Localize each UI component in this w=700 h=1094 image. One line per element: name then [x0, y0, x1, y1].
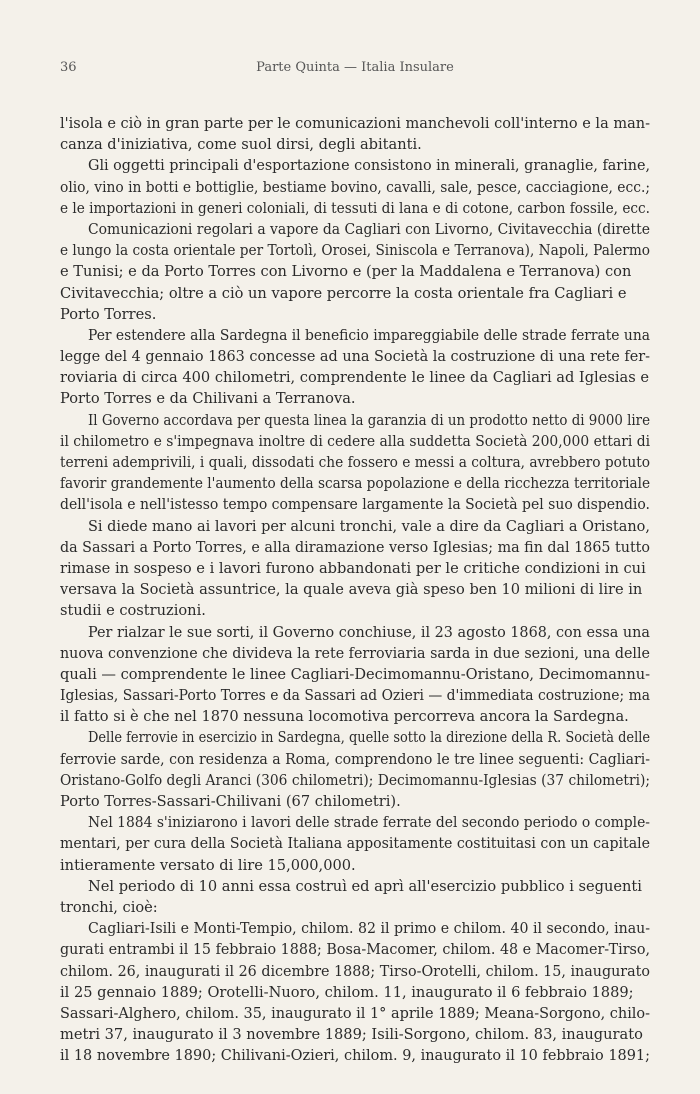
text-line: studii e costruzioni. — [60, 602, 206, 620]
text-line: Gli oggetti principali d'esportazione consistono in minerali, granaglie, farine, — [88, 157, 650, 175]
text-line: da Sassari a Porto Torres, e alla diramazione verso Iglesias; ma fin dal 1865 tutto — [60, 538, 650, 556]
running-head: Parte Quinta — Italia Insulare — [256, 60, 454, 75]
text-line: il chilometro e s'impegnava inoltre di cedere alla suddetta Società 200,000 ettari di — [60, 432, 650, 450]
text-line: Nel 1884 s'iniziarono i lavori delle strade ferrate del secondo periodo o comple- — [88, 814, 650, 832]
text-line: Il Governo accordava per questa linea la garanzia di un prodotto netto di 9000 lire — [88, 411, 650, 429]
text-line: dell'isola e nell'istesso tempo compensare largamente la Società pel suo dispendio. — [60, 496, 650, 514]
text-line: Civitavecchia; oltre a ciò un vapore percorre la costa orientale fra Cagliari e — [60, 284, 627, 302]
text-line: Nel periodo di 10 anni essa costruì ed aprì all'esercizio pubblico i seguenti — [88, 877, 642, 895]
text-line: chilom. 26, inaugurati il 26 dicembre 1888; Tirso-Orotelli, chilom. 15, inaugurato — [60, 962, 650, 980]
text-line: il 25 gennaio 1889; Orotelli-Nuoro, chilom. 11, inaugurato il 6 febbraio 1889; — [60, 983, 634, 1001]
text-line: Porto Torres. — [60, 305, 157, 323]
text-line: il fatto si è che nel 1870 nessuna locomotiva percorreva ancora la Sardegna. — [60, 708, 629, 726]
text-line: il 18 novembre 1890; Chilivani-Ozieri, chilom. 9, inaugurato il 10 febbraio 1891; — [60, 1047, 650, 1065]
text-line: Porto Torres e da Chilivani a Terranova. — [60, 390, 356, 408]
text-line: tronchi, cioè: — [60, 898, 158, 916]
text-line: e le importazioni in generi coloniali, di tessuti di lana e di cotone, carbon fossile, ecc. — [60, 199, 650, 217]
text-line: Per estendere alla Sardegna il beneficio impareggiabile delle strade ferrate una — [88, 326, 650, 344]
text-line: Comunicazioni regolari a vapore da Cagliari con Livorno, Civitavecchia (dirette — [88, 220, 650, 238]
text-line: Porto Torres-Sassari-Chilivani (67 chilometri). — [60, 793, 401, 810]
text-line: intieramente versato di lire 15,000,000. — [60, 856, 356, 874]
page-number: 36 — [60, 60, 77, 75]
text-line: e lungo la costa orientale per Tortolì, Orosei, Siniscola e Terranova), Napoli, Palermo — [60, 242, 650, 260]
text-line: Si diede mano ai lavori per alcuni tronchi, vale a dire da Cagliari a Oristano, — [88, 517, 650, 535]
text-line: mentari, per cura della Società Italiana appositamente costituitasi con un capitale — [60, 835, 650, 853]
text-line: e Tunisi; e da Porto Torres con Livorno e (per la Maddalena e Terranova) con — [60, 263, 632, 281]
text-line: Sassari-Alghero, chilom. 35, inaugurato il 1° aprile 1889; Meana-Sorgono, chilo- — [60, 1004, 650, 1022]
text-line: Iglesias, Sassari-Porto Torres e da Sassari ad Ozieri — d'immediata costruzione; ma — [60, 687, 650, 705]
body-text — [60, 113, 650, 1066]
text-line: gurati entrambi il 15 febbraio 1888; Bosa-Macomer, chilom. 48 e Macomer-Tirso, — [60, 941, 650, 959]
text-line: Per rialzar le sue sorti, il Governo conchiuse, il 23 agosto 1868, con essa una — [88, 623, 650, 641]
text-line: Oristano-Golfo degli Aranci (306 chilometri); Decimomannu-Iglesias (37 chilometri); — [60, 771, 650, 789]
text-line: versava la Società assuntrice, la quale aveva già speso ben 10 milioni di lire in — [60, 581, 643, 599]
text-line: nuova convenzione che divideva la rete ferroviaria sarda in due sezioni, una delle — [60, 644, 650, 662]
text-line: olio, vino in botti e bottiglie, bestiame bovino, cavalli, sale, pesce, cacciagione, ecc.; — [60, 178, 650, 196]
text-line: favorir grandemente l'aumento della scarsa popolazione e della ricchezza territoriale — [60, 475, 650, 493]
text-line: legge del 4 gennaio 1863 concesse ad una Società la costruzione di una rete fer- — [60, 348, 650, 366]
text-line: metri 37, inaugurato il 3 novembre 1889; Isili-Sorgono, chilom. 83, inaugurato — [60, 1026, 643, 1044]
text-line: quali — comprendente le linee Cagliari-Decimomannu-Oristano, Decimomannu- — [60, 665, 650, 683]
text-line: rimase in sospeso e i lavori furono abbandonati per le critiche condizioni in cui — [60, 559, 646, 577]
text-line: Delle ferrovie in esercizio in Sardegna, quelle sotto la direzione della R. Società delle — [88, 729, 650, 747]
text-line: ferrovie sarde, con residenza a Roma, comprendono le tre linee seguenti: Cagliari- — [60, 750, 650, 768]
text-line: terreni ademprivili, i quali, dissodati che fossero e messi a coltura, avrebbero potuto — [60, 454, 650, 471]
text-line: l'isola e ciò in gran parte per le comunicazioni manchevoli coll'interno e la man- — [60, 115, 650, 132]
text-line: canza d'iniziativa, come suol dirsi, degli abitanti. — [60, 136, 422, 154]
page-header — [60, 60, 650, 84]
text-line: roviaria di circa 400 chilometri, comprendente le linee da Cagliari ad Iglesias e — [60, 369, 649, 387]
text-line: Cagliari-Isili e Monti-Tempio, chilom. 82 il primo e chilom. 40 il secondo, inau- — [88, 920, 650, 938]
